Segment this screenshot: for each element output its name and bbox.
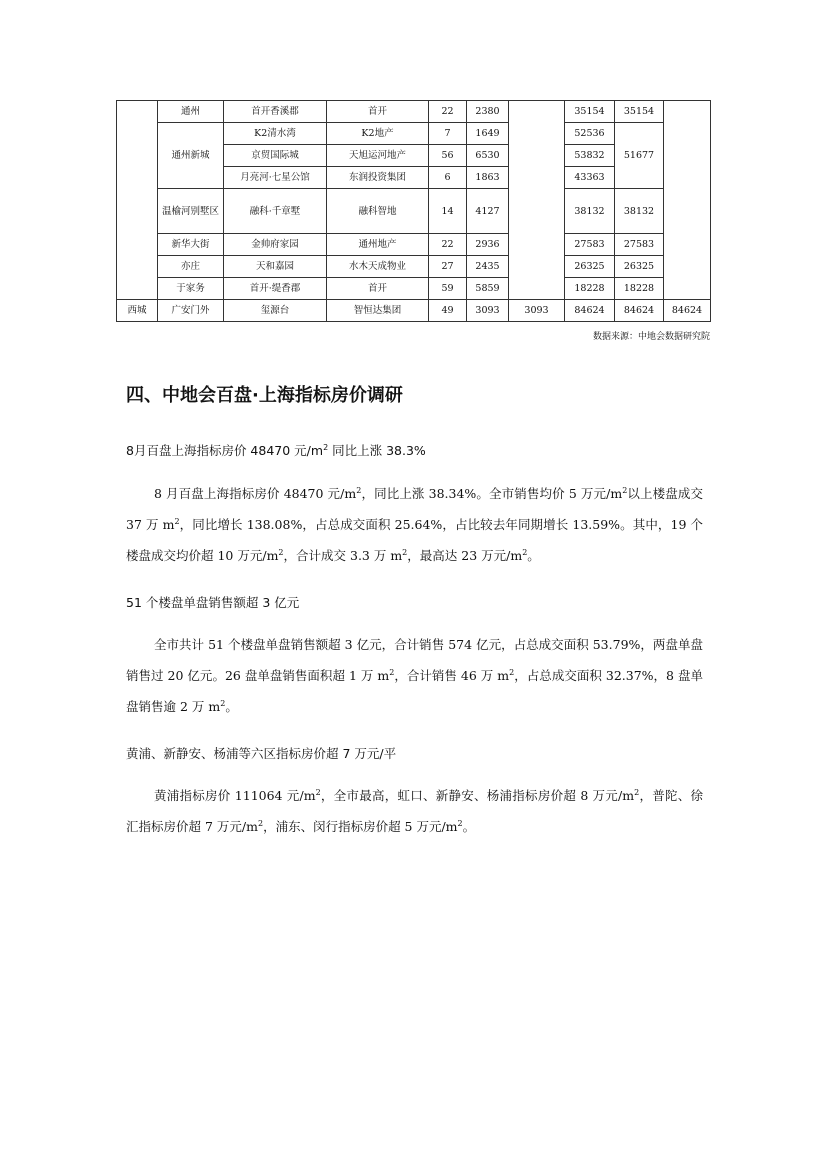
value-cell: 7 bbox=[429, 123, 467, 145]
value-cell: 22 bbox=[429, 234, 467, 256]
table-row bbox=[117, 278, 711, 300]
table-row bbox=[117, 300, 711, 322]
area-avg-cell: 27583 bbox=[615, 234, 664, 256]
area-cell: 于家务 bbox=[158, 278, 224, 300]
area-avg-cell: 35154 bbox=[615, 101, 664, 123]
area-cell: 广安门外 bbox=[158, 300, 224, 322]
district-cell bbox=[117, 101, 158, 300]
paragraph-text: 8 月百盘上海指标房价 48470 元/m bbox=[154, 486, 357, 501]
price-cell: 18228 bbox=[565, 278, 615, 300]
superscript: 2 bbox=[522, 547, 528, 557]
superscript: 2 bbox=[323, 442, 329, 452]
paragraph-index-price bbox=[126, 478, 703, 571]
superscript: 2 bbox=[220, 698, 226, 708]
developer-cell: 东润投资集团 bbox=[327, 167, 429, 189]
developer-cell: 智恒达集团 bbox=[327, 300, 429, 322]
superscript: 2 bbox=[389, 667, 395, 677]
project-cell: 首开香溪郡 bbox=[224, 101, 327, 123]
value-cell: 1863 bbox=[467, 167, 509, 189]
value-cell: 6530 bbox=[467, 145, 509, 167]
value-cell: 14 bbox=[429, 189, 467, 234]
price-cell: 27583 bbox=[565, 234, 615, 256]
paragraph-text: ，同比上涨 38.34%。全市销售均价 5 万元/m bbox=[361, 486, 623, 501]
superscript: 2 bbox=[174, 516, 180, 526]
project-cell: 融科·千章墅 bbox=[224, 189, 327, 234]
superscript: 2 bbox=[257, 818, 264, 828]
price-cell: 26325 bbox=[565, 256, 615, 278]
project-cell: 金帅府家园 bbox=[224, 234, 327, 256]
price-cell: 38132 bbox=[565, 189, 615, 234]
subheading-districts: 黄浦、新静安、杨浦等六区指标房价超 7 万元/平 bbox=[126, 746, 397, 761]
paragraph-text: 全市共计 51 个楼盘单盘销售额超 3 亿元，合计销售 574 亿元，占总成交面积 53.79%，两盘单盘销售过 20 亿元。26 盘单盘销售面积超 1 万 m bbox=[126, 637, 703, 683]
value-cell: 22 bbox=[429, 101, 467, 123]
value-cell: 4127 bbox=[467, 189, 509, 234]
project-cell: 玺源台 bbox=[224, 300, 327, 322]
area-avg-cell: 38132 bbox=[615, 189, 664, 234]
area-avg-cell: 18228 bbox=[615, 278, 664, 300]
paragraph-text: ，最高达 23 万元/m bbox=[407, 548, 523, 563]
area-avg-cell: 84624 bbox=[615, 300, 664, 322]
district-total-cell bbox=[509, 101, 565, 300]
superscript: 2 bbox=[509, 667, 515, 677]
developer-cell: K2地产 bbox=[327, 123, 429, 145]
data-source-note: 数据来源：中地会数据研究院 bbox=[592, 332, 710, 342]
developer-cell: 首开 bbox=[327, 278, 429, 300]
price-cell: 84624 bbox=[565, 300, 615, 322]
subheading-sales: 51 个楼盘单盘销售额超 3 亿元 bbox=[126, 595, 300, 610]
table-row bbox=[117, 189, 711, 234]
area-cell: 通州 bbox=[158, 101, 224, 123]
value-cell: 3093 bbox=[467, 300, 509, 322]
paragraph-text: 。 bbox=[462, 819, 476, 834]
developer-cell: 融科智地 bbox=[327, 189, 429, 234]
area-cell: 通州新城 bbox=[158, 123, 224, 189]
subheading-index-price bbox=[126, 441, 426, 459]
value-cell: 5859 bbox=[467, 278, 509, 300]
area-cell: 温榆河别墅区 bbox=[158, 189, 224, 234]
area-avg-cell: 26325 bbox=[615, 256, 664, 278]
table-row bbox=[117, 123, 711, 145]
district-avg-cell bbox=[664, 101, 711, 300]
table-row bbox=[117, 234, 711, 256]
developer-cell: 首开 bbox=[327, 101, 429, 123]
paragraph-text: 。 bbox=[225, 699, 238, 714]
district-avg-cell: 84624 bbox=[664, 300, 711, 322]
value-cell: 1649 bbox=[467, 123, 509, 145]
superscript: 2 bbox=[402, 547, 408, 557]
paragraph-districts bbox=[126, 780, 703, 842]
superscript: 2 bbox=[315, 787, 321, 797]
superscript: 2 bbox=[622, 485, 628, 495]
value-cell: 2936 bbox=[467, 234, 509, 256]
value-cell: 2380 bbox=[467, 101, 509, 123]
paragraph-text: ，全市最高，虹口、新静安、杨浦指标房价超 8 万元/m bbox=[320, 788, 635, 803]
area-cell: 新华大街 bbox=[158, 234, 224, 256]
price-table-container bbox=[116, 100, 710, 322]
value-cell: 27 bbox=[429, 256, 467, 278]
price-cell: 53832 bbox=[565, 145, 615, 167]
paragraph-text: 黄浦指标房价 111064 元/m bbox=[154, 788, 316, 803]
superscript: 2 bbox=[634, 787, 640, 797]
district-total-cell: 3093 bbox=[509, 300, 565, 322]
district-cell: 西城 bbox=[117, 300, 158, 322]
subheading-text: 同比上涨 38.3% bbox=[328, 443, 426, 458]
value-cell: 56 bbox=[429, 145, 467, 167]
superscript: 2 bbox=[356, 485, 362, 495]
paragraph-text: ，同比增长 138.08%，占总成交面积 25.64%，占比较去年同期增长 13.59%。其中，19 个楼盘成交均价超 10 万元/m bbox=[126, 517, 703, 563]
developer-cell: 通州地产 bbox=[327, 234, 429, 256]
superscript: 2 bbox=[457, 818, 463, 828]
project-cell: 京贸国际城 bbox=[224, 145, 327, 167]
area-avg-cell: 51677 bbox=[615, 123, 664, 189]
paragraph-text: ，合计销售 46 万 m bbox=[394, 668, 510, 683]
paragraph-text: ，合计成交 3.3 万 m bbox=[283, 548, 403, 563]
table-row bbox=[117, 256, 711, 278]
paragraph-text: 以上楼盘成交 37 万 m bbox=[126, 486, 703, 532]
price-cell: 35154 bbox=[565, 101, 615, 123]
price-table bbox=[116, 100, 711, 322]
paragraph-text: ，普陀、徐汇指标房价超 7 万元/m bbox=[126, 788, 703, 834]
project-cell: 首开·缇香郡 bbox=[224, 278, 327, 300]
value-cell: 49 bbox=[429, 300, 467, 322]
project-cell: K2清水湾 bbox=[224, 123, 327, 145]
section-title: 四、中地会百盘·上海指标房价调研 bbox=[126, 385, 403, 406]
paragraph-text: ，占总成交面积 32.37%，8 盘单盘销售逾 2 万 m bbox=[126, 668, 704, 714]
paragraph-sales bbox=[126, 629, 703, 722]
value-cell: 6 bbox=[429, 167, 467, 189]
price-cell: 43363 bbox=[565, 167, 615, 189]
developer-cell: 水木天成物业 bbox=[327, 256, 429, 278]
project-cell: 天和嘉园 bbox=[224, 256, 327, 278]
value-cell: 2435 bbox=[467, 256, 509, 278]
superscript: 2 bbox=[278, 547, 284, 557]
price-cell: 52536 bbox=[565, 123, 615, 145]
table-row bbox=[117, 101, 711, 123]
developer-cell: 天旭运河地产 bbox=[327, 145, 429, 167]
subheading-text: 8月百盘上海指标房价 48470 元/m bbox=[126, 443, 324, 458]
paragraph-text: 。 bbox=[527, 548, 540, 563]
area-cell: 亦庄 bbox=[158, 256, 224, 278]
project-cell: 月亮河·七星公馆 bbox=[224, 167, 327, 189]
value-cell: 59 bbox=[429, 278, 467, 300]
paragraph-text: ，浦东、闵行指标房价超 5 万元/m bbox=[263, 819, 458, 834]
